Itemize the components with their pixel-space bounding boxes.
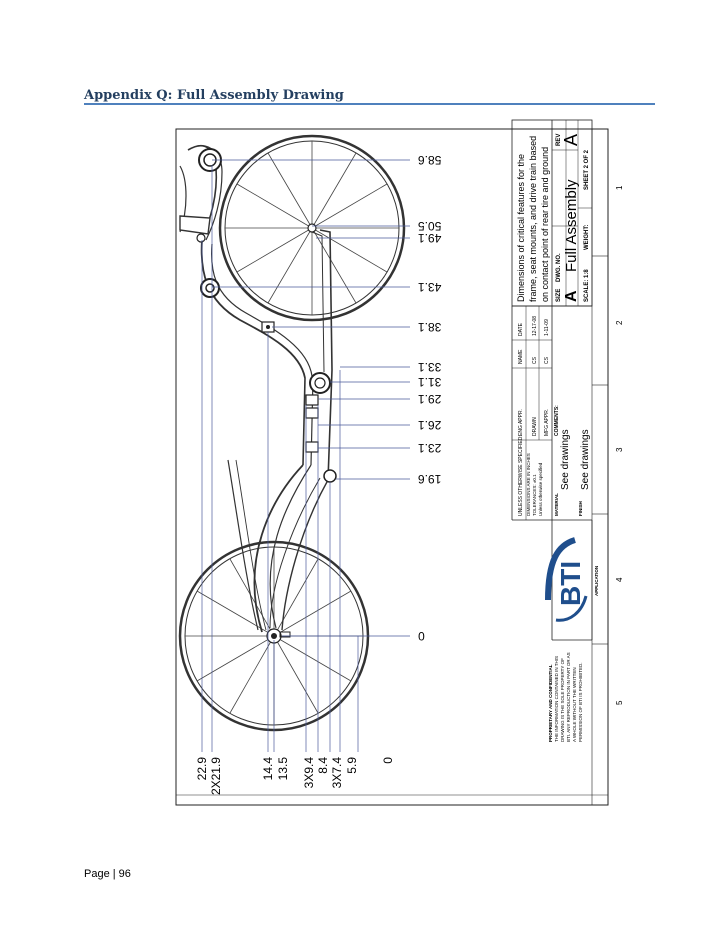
frame-components bbox=[197, 149, 336, 482]
logo-text: BTI bbox=[555, 560, 586, 606]
description-line: Dimensions of critical features for the bbox=[516, 153, 526, 302]
proprietary-text: BTI. ANY REPRODUCTION IN PART OR AS bbox=[566, 652, 571, 742]
comments-label: COMMENTS: bbox=[554, 405, 560, 436]
unless-label: UNLESS OTHERWISE SPECIFIED: bbox=[518, 435, 524, 516]
dimension-value: 38.1 bbox=[418, 320, 442, 334]
dimension-value: 0 bbox=[418, 629, 425, 643]
mfg-name: CS bbox=[544, 357, 550, 364]
dimension-value: 3X7.4 bbox=[330, 757, 344, 789]
finish-label: FINISH bbox=[578, 501, 583, 516]
scale-label: SCALE: 1:8 bbox=[584, 269, 590, 302]
weight-label: WEIGHT: bbox=[584, 224, 590, 250]
mfg-label: MFG APPR. bbox=[544, 408, 550, 436]
material-value: See drawings bbox=[560, 429, 571, 490]
zone-number: 1 bbox=[615, 185, 624, 190]
col-date: DATE bbox=[518, 323, 524, 336]
drawn-date: 12-17-08 bbox=[532, 315, 538, 336]
drawn-name: CS bbox=[532, 357, 538, 364]
dimension-value: 58.6 bbox=[418, 153, 442, 167]
frame bbox=[180, 146, 332, 632]
zone-number: 4 bbox=[615, 577, 624, 582]
rev-label: REV bbox=[556, 133, 562, 146]
dimension-value: 2X21.9 bbox=[209, 757, 223, 796]
dimension-value: 8.4 bbox=[316, 757, 330, 774]
proprietary-text: A WHOLE WITHOUT THE WRITTEN bbox=[572, 667, 577, 742]
dimension-value: 50.5 bbox=[418, 219, 442, 233]
size-value: A bbox=[563, 290, 580, 302]
front-wheel bbox=[220, 136, 404, 320]
zone-number: 5 bbox=[615, 700, 624, 705]
dimension-value: 29.1 bbox=[418, 392, 442, 406]
size-label: SIZE bbox=[556, 288, 562, 302]
dimension-value: 22.9 bbox=[195, 757, 209, 781]
mfg-date: 1-11-09 bbox=[544, 319, 550, 336]
dimension-value: 13.5 bbox=[276, 757, 290, 781]
col-name: NAME bbox=[518, 349, 524, 364]
dimension-value: 19.6 bbox=[418, 472, 442, 486]
dimension-value: 0 bbox=[381, 757, 395, 764]
proprietary-title: PROPRIETARY AND CONFIDENTIAL bbox=[548, 664, 553, 742]
tol-note: TOLERANCES: ±0.1 bbox=[532, 474, 537, 516]
sheet-label: SHEET 2 OF 2 bbox=[584, 149, 590, 190]
dimension-value: 3X9.4 bbox=[302, 757, 316, 789]
dimension-value: 49.1 bbox=[418, 231, 442, 245]
dimension-value: 33.1 bbox=[418, 360, 442, 374]
dimension-value: 5.9 bbox=[345, 757, 359, 774]
proprietary-text: THE INFORMATION CONTAINED IN THIS bbox=[554, 655, 559, 742]
dimension-value: 31.1 bbox=[418, 375, 442, 389]
proprietary-text: PERMISSION OF BTI IS PROHIBITED. bbox=[578, 662, 583, 742]
drawn-label: DRAWN bbox=[532, 417, 538, 436]
dimension-value: 14.4 bbox=[261, 757, 275, 781]
eng-label: ENG APPR. bbox=[518, 409, 524, 436]
drawing-title: Full Assembly bbox=[563, 179, 580, 272]
proprietary-text: DRAWING IS THE SOLE PROPERTY OF bbox=[560, 658, 565, 742]
dims-note: DIMENSIONS ARE IN INCHES bbox=[526, 453, 531, 516]
description-line: frame, seat mounts, and drive train based bbox=[528, 135, 538, 302]
rev-value: A bbox=[561, 133, 581, 146]
dimension-value: 23.1 bbox=[418, 441, 442, 455]
dwg-no-label: DWG. NO. bbox=[556, 253, 562, 282]
zone-number: 2 bbox=[615, 320, 624, 325]
unless-note: Unless otherwise specified bbox=[538, 462, 543, 516]
material-label: MATERIAL bbox=[554, 493, 559, 516]
page-number: Page | 96 bbox=[84, 868, 131, 880]
dimension-value: 43.1 bbox=[418, 280, 442, 294]
description-line: on contact point of rear tire and ground bbox=[540, 146, 550, 302]
appendix-heading: Appendix Q: Full Assembly Drawing bbox=[84, 88, 344, 103]
dimension-value: 26.1 bbox=[418, 418, 442, 432]
finish-value: See drawings bbox=[580, 429, 591, 490]
zone-number: 3 bbox=[615, 447, 624, 452]
application-label: APPLICATION bbox=[594, 565, 599, 596]
